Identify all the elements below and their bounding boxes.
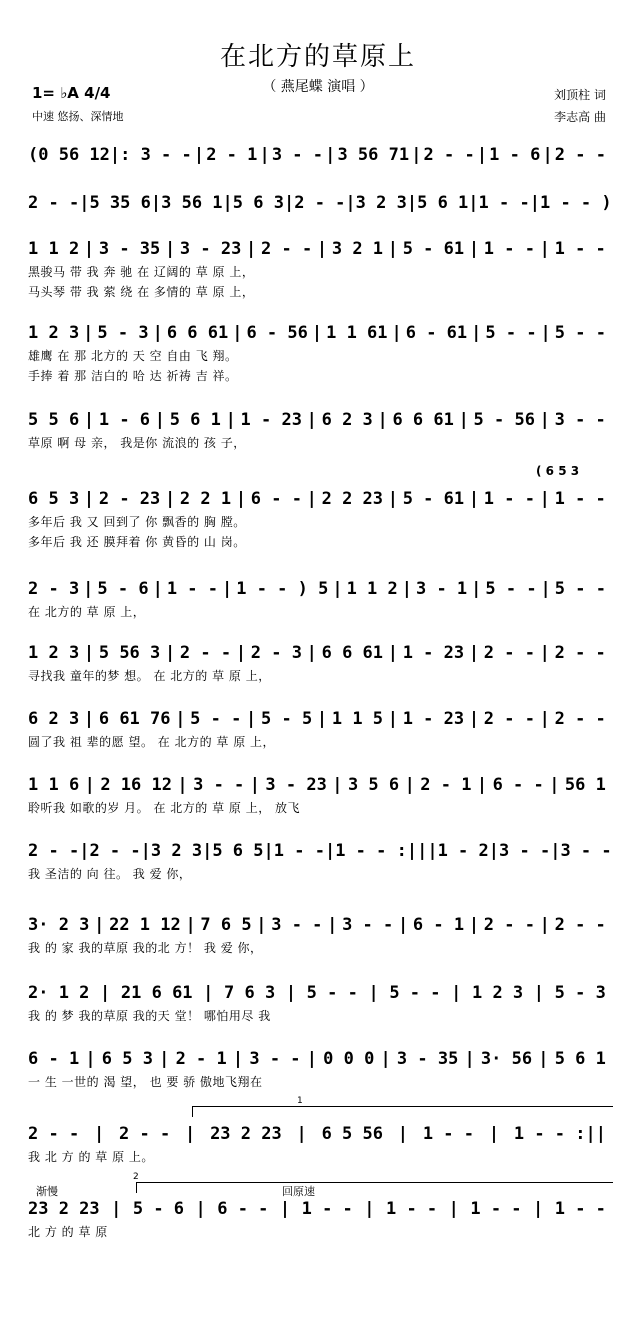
bar-line: |: [476, 145, 488, 165]
lyric-line: 寻找我 童年的梦 想。 在 北方的 草 原 上，: [28, 669, 271, 683]
pickup-annotation: ( 6 5 3: [536, 464, 580, 478]
measure: 7 6 3: [224, 983, 276, 1003]
measure: (0 56 12|: 3 - -: [28, 145, 192, 165]
measure: 1 - -: [554, 489, 606, 509]
bar-line: |: [164, 643, 176, 663]
measure: 5 - -: [554, 579, 606, 599]
measure: 2 - -: [89, 841, 141, 861]
measure: 5 6 5: [212, 841, 264, 861]
bar-line: |: [83, 410, 95, 430]
bar-line: |: [202, 841, 213, 861]
bar-line: |: [256, 915, 267, 935]
measure: 1 2 3: [28, 323, 80, 343]
note-line: [28, 407, 606, 433]
measure: 3 - 35: [396, 1049, 459, 1069]
measure: 3 5 6: [347, 775, 400, 795]
bar-line: |: [195, 1199, 206, 1219]
notation-row: [28, 1046, 606, 1092]
measure: 3 - 23: [265, 775, 327, 795]
bar-line: |: [550, 841, 561, 861]
bar-line: |: [427, 841, 438, 861]
measure: 2 - 3: [28, 579, 80, 599]
measure: 1 - - :||: [513, 1124, 606, 1144]
bar-line: |: [285, 983, 297, 1003]
lyric-line: 聆听我 如歌的岁 月。 在 北方的 草 原 上， 放飞: [28, 801, 301, 815]
measure: 5 - -: [389, 983, 441, 1003]
measure: 21 6 61: [120, 983, 193, 1003]
measure: 5 - 6: [97, 579, 149, 599]
bar-line: |: [83, 579, 94, 599]
measure: 5 5 6: [28, 410, 80, 430]
bar-line: |: [380, 1049, 391, 1069]
bar-line: |: [232, 1049, 244, 1069]
measure: 6 6 61: [392, 410, 454, 430]
bar-line: |: [468, 489, 480, 509]
note-line: [28, 142, 606, 168]
measure: 1 - -: [483, 239, 535, 259]
measure: 3 - -: [342, 915, 394, 935]
bar-line: |: [464, 1049, 475, 1069]
bar-line: |: [83, 489, 95, 509]
bar-line: |: [235, 643, 247, 663]
measure: 5 - 61: [402, 489, 465, 509]
measure: 5 - -: [485, 579, 537, 599]
notation-row: [28, 320, 606, 386]
measure: 2 - 23: [98, 489, 161, 509]
measure: 6 2 3: [28, 709, 80, 729]
bar-line: |: [222, 193, 233, 213]
bar-line: |: [83, 643, 95, 663]
bar-line: |: [345, 193, 356, 213]
measure: 2 16 12: [100, 775, 172, 795]
notation-row: [28, 142, 606, 168]
measure: 23 2 23: [28, 1199, 100, 1219]
measure: 1 - 23: [402, 709, 465, 729]
measure: 3 - -: [193, 775, 245, 795]
measure: 5 6 3: [232, 193, 284, 213]
bar-line: |: [84, 775, 95, 795]
measure: 5 56 3: [98, 643, 161, 663]
bar-line: |: [387, 643, 398, 663]
measure: 2 - -: [483, 643, 535, 663]
lyric-line: 我 北 方 的 草 原 上。: [28, 1150, 154, 1164]
measure: 1 - -: [470, 1199, 522, 1219]
bar-line: |: [364, 1199, 375, 1219]
measure: 5 - -: [190, 709, 242, 729]
bar-line: |: [177, 775, 188, 795]
bar-line: |: [79, 841, 90, 861]
measure: 3 - -: [249, 1049, 301, 1069]
bar-line: |: [111, 1199, 122, 1219]
measure: 3 - -: [271, 145, 324, 165]
bar-line: |: [83, 709, 95, 729]
measure: 3 - -: [271, 915, 323, 935]
measure: 3 - -: [499, 841, 551, 861]
measure: 2 - 1: [420, 775, 472, 795]
bar-line: |: [296, 1124, 307, 1144]
measure: 2 - -: [179, 643, 232, 663]
bar-line: |: [83, 239, 95, 259]
bar-line: |: [540, 323, 551, 343]
measure: 5 - 61: [402, 239, 465, 259]
measure: 1 - -: [478, 193, 530, 213]
notation-row: [28, 190, 612, 216]
bar-line: |: [471, 579, 482, 599]
measure: 5 - 56: [473, 410, 535, 430]
bar-line: |: [539, 410, 550, 430]
bar-line: |: [404, 775, 415, 795]
lyric-line: 北 方 的 草 原: [28, 1225, 108, 1239]
measure: 3 - 35: [98, 239, 161, 259]
notation-row: [28, 912, 606, 958]
notation-row: [28, 576, 606, 622]
measure: 6 - 61: [405, 323, 468, 343]
measure: 1 - 23: [402, 643, 465, 663]
bar-line: |: [539, 709, 550, 729]
bar-line: |: [306, 1049, 317, 1069]
bar-line: |: [324, 841, 336, 861]
measure: 6 - 1: [412, 915, 465, 935]
measure: 2 - -: [554, 145, 606, 165]
measure: 1 - -: [273, 841, 325, 861]
bar-line: |: [263, 841, 274, 861]
bar-line: |: [327, 915, 338, 935]
measure: 2 - 1: [206, 145, 258, 165]
tempo-marking: 中速 悠扬、深情地: [32, 110, 124, 123]
bar-line: |: [221, 579, 233, 599]
measure: 2 - -: [554, 643, 606, 663]
bar-line: |: [332, 579, 343, 599]
measure: 6 2 3: [321, 410, 373, 430]
bar-line: |: [488, 1124, 500, 1144]
volta-1-label: 1: [297, 1096, 303, 1106]
note-line: [28, 236, 606, 262]
bar-line: |: [397, 915, 409, 935]
bar-line: |: [468, 643, 480, 663]
note-line: [28, 1121, 606, 1147]
bar-line: |: [533, 983, 545, 1003]
note-line: [28, 640, 606, 666]
bar-line: |: [235, 489, 247, 509]
bar-line: |: [468, 239, 480, 259]
measure: 7 6 5: [200, 915, 252, 935]
lyric-line: 一 生 一世的 渴 望， 也 要 骄 傲地飞翔在: [28, 1075, 263, 1089]
song-title: 在北方的草原上: [219, 42, 416, 72]
measure: 1 - 6: [489, 145, 541, 165]
notation-row: [28, 1121, 606, 1167]
notation-row: [28, 706, 606, 752]
measure: 0 0 0: [323, 1049, 375, 1069]
bar-line: |: [377, 410, 388, 430]
lyric-line: 黑骏马 带 我 奔 驰 在 辽阔的 草 原 上，: [28, 265, 255, 279]
measure: 3 56 1: [161, 193, 223, 213]
bar-line: |: [79, 193, 90, 213]
measure: 56 1: [564, 775, 606, 795]
measure: 1 - 2: [437, 841, 489, 861]
volta-2: [133, 1172, 613, 1193]
measure: 1 - -: [483, 489, 535, 509]
measure: 5 6 1: [554, 1049, 606, 1069]
notation-row: [28, 640, 606, 686]
measure: 5 - 5: [261, 709, 313, 729]
measure: 5 - -: [485, 323, 537, 343]
measure: 3· 56: [480, 1049, 533, 1069]
bar-line: |: [533, 1199, 544, 1219]
bar-line: |: [94, 915, 105, 935]
measure: 1 - -: [554, 239, 606, 259]
bar-line: |: [152, 579, 163, 599]
measure: 6 - 56: [246, 323, 308, 343]
measure: 2 - 3: [250, 643, 302, 663]
measure: 5 - -: [306, 983, 358, 1003]
note-line: [28, 576, 606, 602]
bar-line: |: [164, 239, 176, 259]
bar-line: |: [185, 1124, 196, 1144]
notation-row: [28, 486, 606, 552]
bar-line: |: [203, 983, 214, 1003]
bar-line: |: [246, 239, 257, 259]
notation-row: [28, 1196, 606, 1242]
measure: 1 2 3: [28, 643, 80, 663]
bar-line: |: [100, 983, 111, 1003]
measure: 6 - -: [217, 1199, 269, 1219]
measure: 2 - -: [261, 239, 313, 259]
bar-line: |: [458, 410, 469, 430]
bar-line: |: [159, 1049, 170, 1069]
bar-line: |: [448, 1199, 459, 1219]
volta-1: [192, 1096, 613, 1117]
measure: 1 - - ): [539, 193, 612, 213]
measure: 1 1 6: [28, 775, 80, 795]
note-line: [28, 486, 606, 512]
notation-row: [28, 407, 606, 453]
volta-2-label: 2: [133, 1172, 139, 1182]
bar-line: |: [539, 643, 550, 663]
bar-line: |: [397, 1124, 409, 1144]
bar-line: |: [391, 323, 402, 343]
bar-line: |: [488, 841, 499, 861]
measure: 2 2 1: [179, 489, 232, 509]
bar-line: |: [311, 323, 323, 343]
lyric-line: 多年后 我 还 膜拜着 你 黄昏的 山 岗。: [28, 535, 246, 549]
lyric-line: 我 的 家 我的草原 我的北 方！ 我 爱 你，: [28, 941, 263, 955]
lyric-line: 圆了我 祖 辈的愿 望。 在 北方的 草 原 上，: [28, 735, 276, 749]
ritardando-marking: 渐慢: [36, 1185, 58, 1198]
measure: 2 - -: [554, 915, 606, 935]
measure: 1 1 5: [331, 709, 384, 729]
bar-line: |: [259, 145, 270, 165]
measure: 2 2 23: [321, 489, 384, 509]
measure: 3 - 23: [179, 239, 242, 259]
bar-line: |: [411, 145, 422, 165]
a-tempo-marking: 回原速: [282, 1185, 315, 1198]
bar-line: |: [225, 410, 236, 430]
measure: 1 1 2: [28, 239, 80, 259]
measure: 1 2 3: [471, 983, 524, 1003]
measure: 6 5 3: [28, 489, 80, 509]
measure: 3 2 3: [150, 841, 203, 861]
notation-row: [28, 772, 606, 818]
key-signature: 1= ♭A 4/4: [32, 84, 111, 102]
bar-line: |: [387, 239, 398, 259]
measure: 1 - -: [166, 579, 218, 599]
bar-line: |: [185, 915, 196, 935]
notation-row: [28, 236, 606, 302]
measure: 6 5 56: [321, 1124, 383, 1144]
composer-credit: 李志高 曲: [554, 110, 606, 124]
performer-line: （ 燕尾蝶 演唱 ）: [262, 79, 374, 95]
bar-line: |: [232, 323, 243, 343]
bar-line: |: [164, 489, 176, 509]
bar-line: |: [401, 579, 412, 599]
bar-line: |: [451, 983, 462, 1003]
measure: 3· 2 3: [28, 915, 90, 935]
note-line: [28, 838, 612, 864]
bar-line: |: [529, 193, 540, 213]
measure: 2 - -: [119, 1124, 171, 1144]
measure: 2 - -: [423, 145, 475, 165]
notation-row: [28, 980, 606, 1026]
bar-line: |: [93, 1124, 105, 1144]
measure: 6 - -: [492, 775, 544, 795]
bar-line: |: [306, 643, 317, 663]
measure: 3 - 1: [415, 579, 468, 599]
bar-line: |: [406, 193, 418, 213]
measure: 5 - -: [554, 323, 606, 343]
note-line: [28, 190, 612, 216]
bar-line: |: [306, 410, 317, 430]
measure: 6 - -: [250, 489, 302, 509]
measure: 2 - -: [28, 1124, 80, 1144]
measure: 2 - 1: [175, 1049, 227, 1069]
bar-line: |: [85, 1049, 96, 1069]
measure: 1 - 6: [98, 410, 151, 430]
measure: 2 - -: [554, 709, 606, 729]
measure: 1 - - :||: [335, 841, 428, 861]
measure: 1 - - ) 5: [236, 579, 329, 599]
measure: 3 2 1: [331, 239, 384, 259]
lyric-line: 我 圣洁的 向 往。 我 爱 你，: [28, 867, 192, 881]
bar-line: |: [283, 193, 295, 213]
measure: 1 - 23: [240, 410, 302, 430]
bar-line: |: [471, 323, 482, 343]
measure: 6 6 61: [321, 643, 384, 663]
bar-line: |: [368, 983, 379, 1003]
measure: 5 6 1: [169, 410, 221, 430]
measure: 3 - -: [560, 841, 612, 861]
measure: 2 - -: [483, 709, 535, 729]
bar-line: |: [175, 709, 186, 729]
note-line: [28, 1196, 606, 1222]
bar-line: |: [332, 775, 343, 795]
note-line: [28, 1046, 606, 1072]
lyric-line: 雄鹰 在 那 北方的 天 空 自由 飞 翔。: [28, 349, 238, 363]
note-line: [28, 980, 606, 1006]
bar-line: |: [387, 489, 398, 509]
lyric-line: 手捧 着 那 洁白的 哈 达 祈祷 吉 祥。: [28, 369, 238, 383]
bar-line: |: [538, 1049, 549, 1069]
measure: 1 - -: [422, 1124, 475, 1144]
lyric-line: 在 北方的 草 原 上，: [28, 605, 146, 619]
bar-line: |: [246, 709, 257, 729]
measure: 1 - -: [301, 1199, 353, 1219]
measure: 5 - 3: [554, 983, 606, 1003]
measure: 5 - 3: [97, 323, 149, 343]
measure: 3 - -: [554, 410, 606, 430]
measure: 2 - -: [483, 915, 535, 935]
notation-row: [28, 838, 612, 884]
lyric-line: 多年后 我 又 回到了 你 飘香的 胸 膛。: [28, 515, 246, 529]
bar-line: |: [325, 145, 336, 165]
note-line: [28, 706, 606, 732]
measure: 3 56 71: [337, 145, 410, 165]
bar-line: |: [152, 323, 163, 343]
bar-line: |: [468, 915, 480, 935]
lyricist-credit: 刘顶柱 词: [554, 88, 606, 102]
bar-line: |: [539, 915, 550, 935]
measure: 2 - -: [28, 193, 80, 213]
bar-line: |: [542, 145, 553, 165]
measure: 6 61 76: [98, 709, 171, 729]
bar-line: |: [539, 239, 550, 259]
bar-line: |: [193, 145, 205, 165]
bar-line: |: [279, 1199, 291, 1219]
lyric-line: 我 的 梦 我的草原 我的天 堂！ 哪怕用尽 我: [28, 1009, 271, 1023]
bar-line: |: [150, 193, 162, 213]
bar-line: |: [476, 775, 488, 795]
lyric-line: 草原 啊 母 亲， 我是你 流浪的 孩 子，: [28, 436, 246, 450]
bar-line: |: [306, 489, 317, 509]
note-line: [28, 912, 606, 938]
bar-line: |: [540, 579, 551, 599]
measure: 5 6 1: [417, 193, 469, 213]
bar-line: |: [83, 323, 94, 343]
bar-line: |: [468, 709, 480, 729]
measure: 6 5 3: [101, 1049, 153, 1069]
bar-line: |: [316, 709, 328, 729]
measure: 1 1 2: [346, 579, 398, 599]
note-line: [28, 772, 606, 798]
measure: 2 - -: [294, 193, 346, 213]
measure: 2· 1 2: [28, 983, 90, 1003]
measure: 6 - 1: [28, 1049, 80, 1069]
measure: 22 1 12: [109, 915, 181, 935]
measure: 1 1 61: [326, 323, 388, 343]
measure: 1 - -: [554, 1199, 606, 1219]
measure: 5 - 6: [132, 1199, 185, 1219]
bar-line: |: [154, 410, 165, 430]
bar-line: |: [549, 775, 560, 795]
note-line: [28, 320, 606, 346]
measure: 1 - -: [385, 1199, 438, 1219]
measure: 23 2 23: [210, 1124, 282, 1144]
bar-line: |: [468, 193, 479, 213]
measure: 2 - -: [28, 841, 80, 861]
lyric-line: 马头琴 带 我 萦 绕 在 多情的 草 原 上，: [28, 285, 255, 299]
bar-line: |: [539, 489, 550, 509]
bar-line: |: [249, 775, 260, 795]
bar-line: |: [140, 841, 151, 861]
bar-line: |: [387, 709, 398, 729]
measure: 5 35 6: [89, 193, 151, 213]
measure: 6 6 61: [166, 323, 229, 343]
bar-line: |: [316, 239, 328, 259]
measure: 3 2 3: [355, 193, 407, 213]
